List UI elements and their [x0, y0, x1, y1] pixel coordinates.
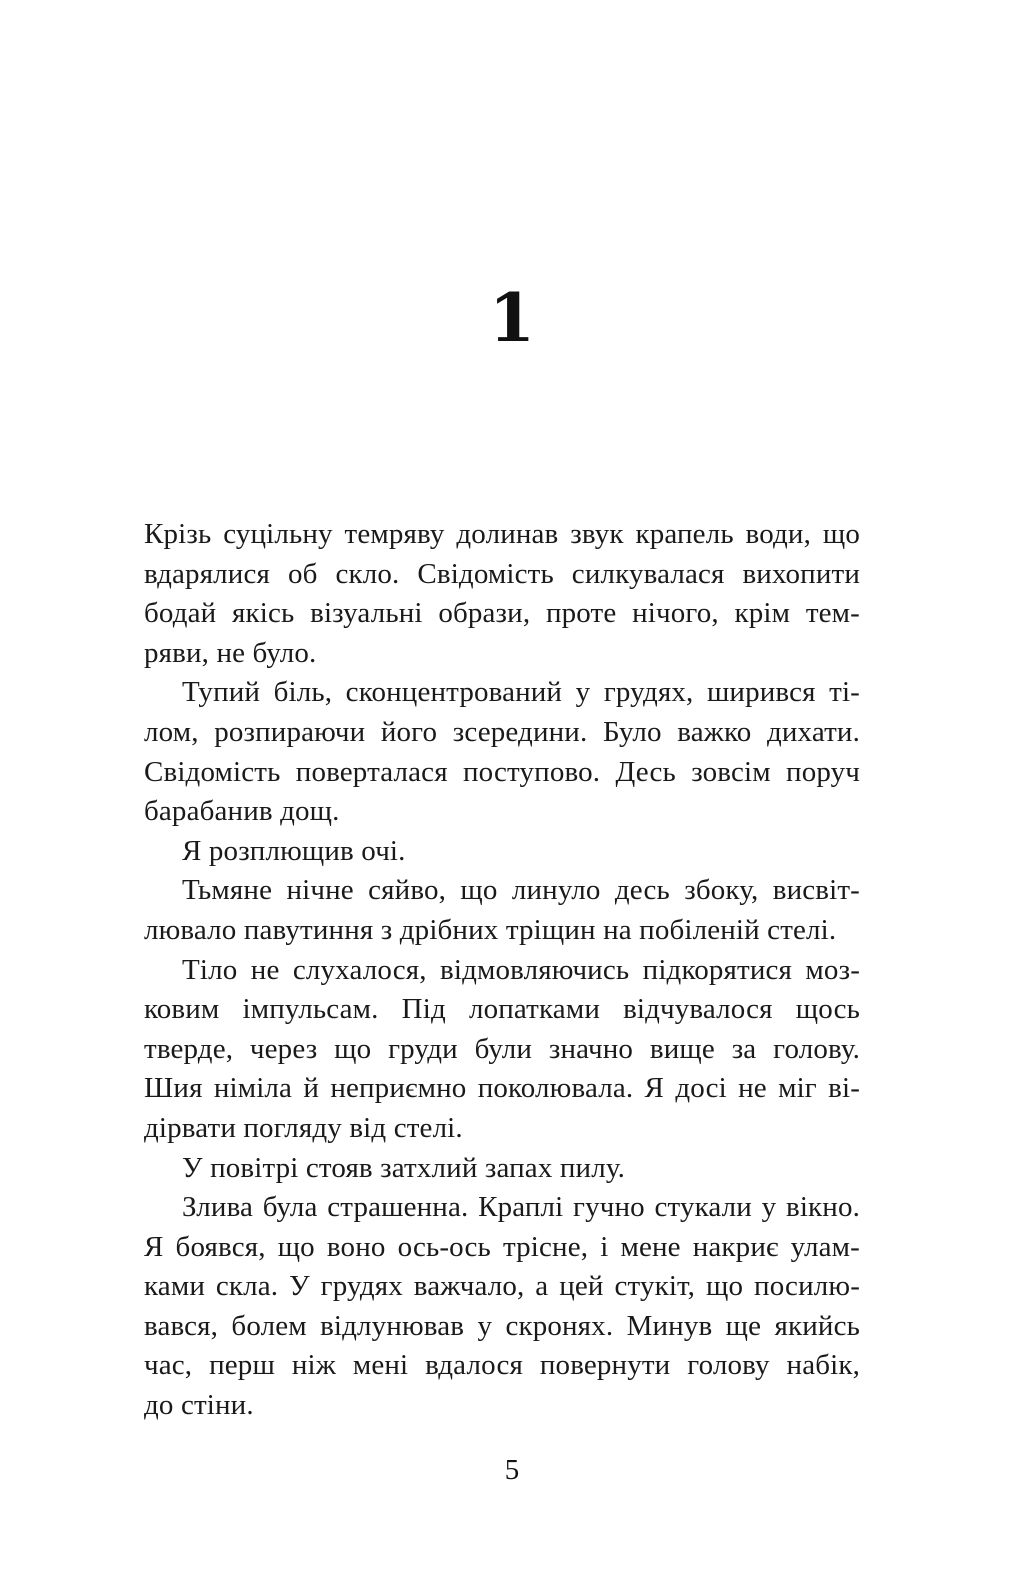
text-line: ковим імпульсам. Під лопатками відчувалося щось	[144, 993, 860, 1026]
text-line: ряви, не було.	[144, 636, 317, 669]
text-line: барабанив дощ.	[144, 795, 340, 828]
text-line: Свідомість поверталася поступово. Десь зовсім поруч	[144, 755, 860, 788]
text-line: Тупий біль, сконцентрований у грудях, ширився ті-	[182, 676, 860, 709]
text-line: до стіни.	[144, 1389, 254, 1422]
text-line: Тіло не слухалося, відмовляючись підкорятися моз-	[182, 953, 860, 986]
text-line: лом, розпираючи його зсередини. Було важко дихати.	[144, 715, 860, 748]
text-line: Я боявся, що воно ось-ось трісне, і мене накриє улам-	[144, 1230, 860, 1263]
text-line: час, перш ніж мені вдалося повернути голову набік,	[144, 1349, 860, 1382]
text-line: Я розплющив очі.	[182, 834, 406, 867]
page-number: 5	[504, 1454, 520, 1486]
text-line: вдарялися об скло. Свідомість силкувалася вихопити	[144, 557, 860, 590]
text-line: ками скла. У грудях важчало, а цей стукіт, що посилю-	[144, 1270, 860, 1303]
chapter-body-text	[144, 515, 860, 1426]
text-line: Крізь суцільну темряву долинав звук крапель води, що	[144, 518, 860, 550]
text-line: Злива була страшенна. Краплі гучно стукали у вікно.	[182, 1191, 860, 1224]
text-line: лювало павутиння з дрібних тріщин на побіленій стелі.	[144, 913, 837, 946]
text-line: тверде, через що груди були значно вище за голову.	[144, 1032, 860, 1065]
text-line: бодай якісь візуальні образи, проте нічого, крім тем-	[144, 597, 860, 630]
text-line: вався, болем відлунював у скронях. Минув ще якийсь	[144, 1309, 860, 1342]
text-line: Тьмяне нічне сяйво, що линуло десь збоку, висвіт-	[182, 874, 860, 907]
chapter-number: 1	[489, 279, 535, 357]
text-line: У повітрі стояв затхлий запах пилу.	[182, 1151, 625, 1184]
text-line: Шия німіла й неприємно поколювала. Я досі не міг ві-	[144, 1072, 860, 1105]
text-line: дірвати погляду від стелі.	[144, 1111, 463, 1144]
